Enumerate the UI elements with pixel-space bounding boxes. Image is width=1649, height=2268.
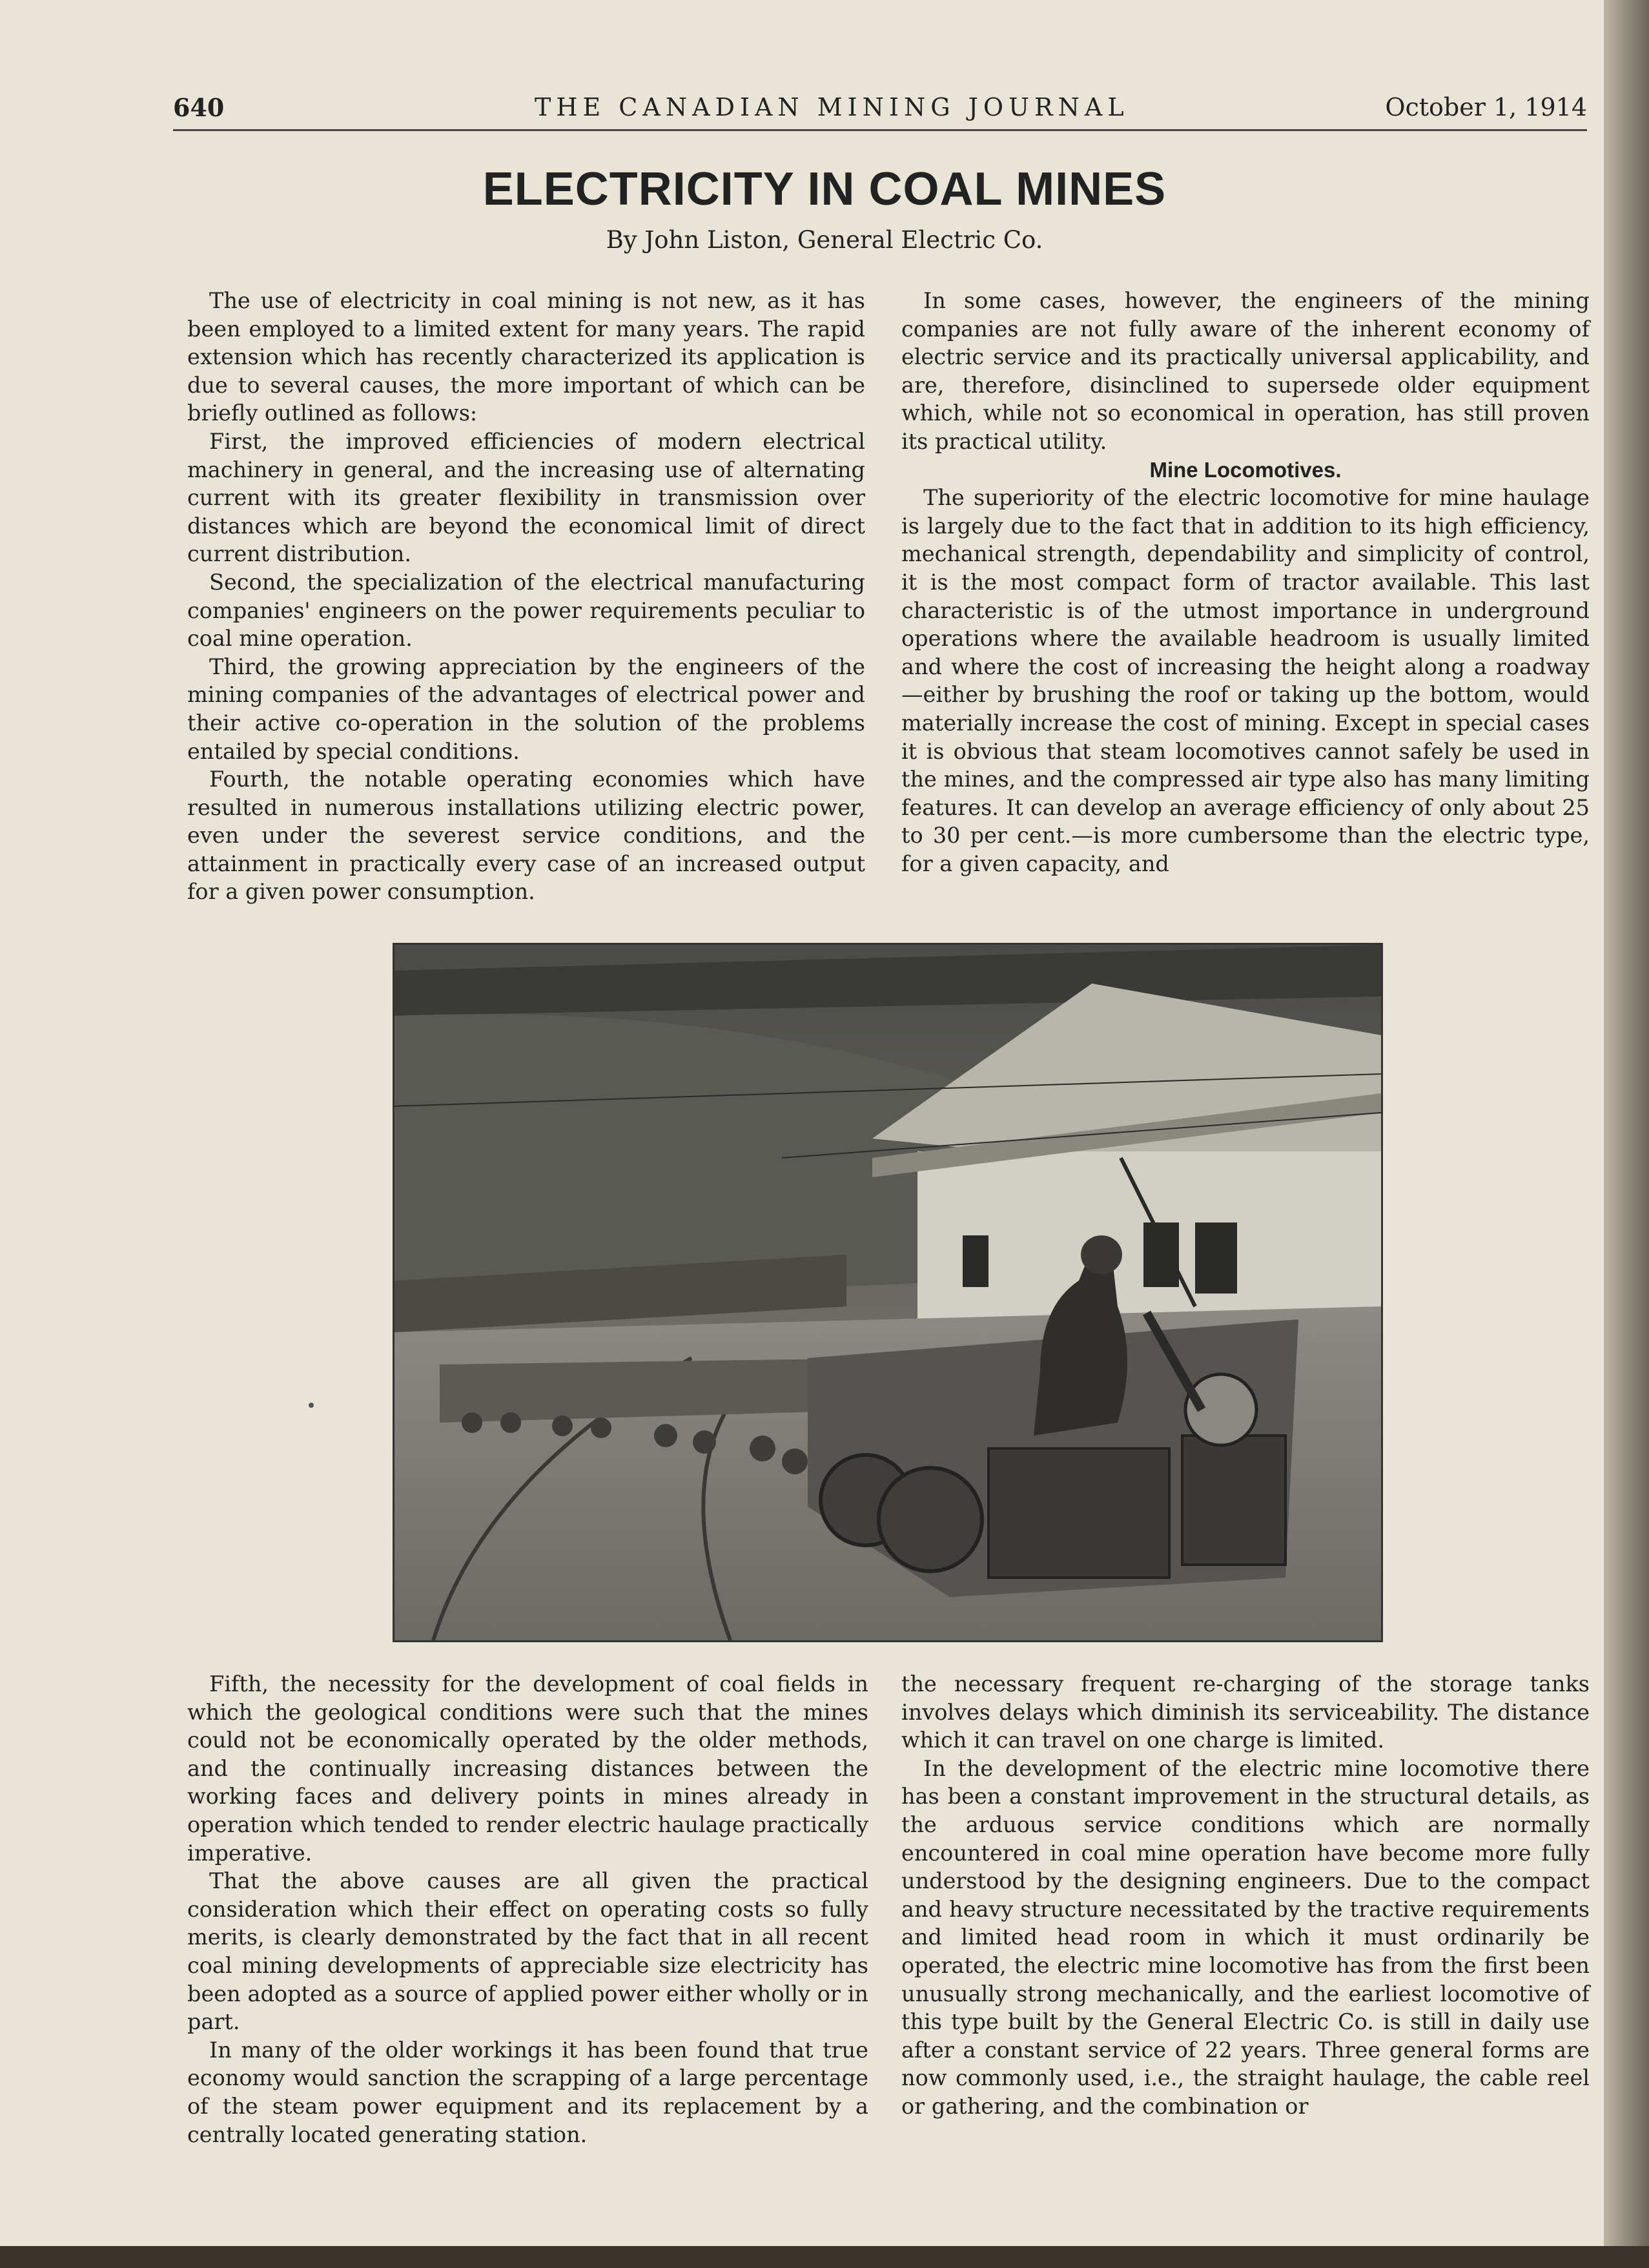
paragraph: That the above causes are all given the practical consideration which their effect on operating costs so fully merits, is clearly demonstrated by the fact that in all recent coal mining developments of appreciable size electricity has been adopted as a source of applied power either wholly or in part. <box>187 1868 868 2035</box>
journal-title: THE CANADIAN MINING JOURNAL <box>535 93 1129 121</box>
article-byline: By John Liston, General Electric Co. <box>606 226 1043 254</box>
column-left-top <box>187 287 865 906</box>
paragraph: In the development of the electric mine locomotive there has been a constant improvement in the structural details, as the arduous service conditions which are normally encountered in coal mine operation have become more fully understood by the designing engineers. Due to the compact and heavy structure necessitated by the tractive requirements and limited head room in which it must ordinarily be operated, the electric mine locomotive has from the first been unusually strong mechanically, and the earliest locomotive of this type built by the General Electric Co. is still in daily use after a constant service of 22 years. Three general forms are now commonly used, i.e., the straight haulage, the cable reel or gathering, and the combination or <box>901 1755 1590 2119</box>
column-right-bottom <box>901 1670 1590 2121</box>
paragraph: the necessary frequent re-charging of the storage tanks involves delays which diminish its serviceability. The distance which it can travel on one charge is limited. <box>901 1671 1590 1753</box>
paragraph: In some cases, however, the engineers of the mining companies are not fully aware of the inherent economy of electric service and its practically universal applicability, and are, therefore, disinclined to supersede older equipment which, while not so economical in operation, has still proven its practical utility. <box>901 288 1590 454</box>
mine-locomotive-photo <box>393 943 1383 1642</box>
issue-date: October 1, 1914 <box>1385 93 1587 121</box>
paragraph: Third, the growing appreciation by the engineers of the mining companies of the advantages of electrical power and their active co-operation in the solution of the problems entailed by special conditions. <box>187 654 865 764</box>
paragraph: First, the improved efficiencies of modern electrical machinery in general, and the increasing use of alternating current with its greater flexibility in transmission over distances which are beyond the economical limit of direct current distribution. <box>187 428 865 567</box>
page-header <box>173 90 1587 131</box>
paragraph: The use of electricity in coal mining is not new, as it has been employed to a limited extent for many years. The rapid extension which has recently characterized its application is due to several causes, the more important of which can be briefly outlined as follows: <box>187 288 865 426</box>
page-number: 640 <box>173 93 225 122</box>
column-right-top <box>901 287 1590 878</box>
page-bottom-edge <box>0 2246 1649 2268</box>
paragraph: Fifth, the necessity for the development of coal fields in which the geological conditions were such that the mines could not be economically operated by the older methods, and the continually increasing distances between the working faces and delivery points in mines already in operation which tended to render electric haulage practically imperative. <box>187 1671 868 1866</box>
paragraph: In many of the older workings it has been found that true economy would sanction the scrapping of a large percentage of the steam power equipment and its replacement by a centrally located generating station. <box>187 2037 868 2147</box>
column-left-bottom <box>187 1670 868 2149</box>
article-title: ELECTRICITY IN COAL MINES <box>482 163 1167 215</box>
paragraph: Fourth, the notable operating economies which have resulted in numerous installations utilizing electric power, even under the severest service conditions, and the attainment in practically every case of an increased output for a given power consumption. <box>187 767 865 905</box>
paragraph: The superiority of the electric locomotive for mine haulage is largely due to the fact that in addition to its high efficiency, mechanical strength, dependability and simplicity of control, it is the most compact form of tractor available. This last characteristic is of the utmost importance in underground operations where the available headroom is usually limited and where the cost of increasing the height along a roadway—either by brushing the roof or taking up the bottom, would materially increase the cost of mining. Except in special cases it is obvious that steam locomotives cannot safely be used in the mines, and the compressed air type also has many limiting features. It can develop an average efficiency of only about 25 to 30 per cent.—is more cumbersome than the electric type, for a given capacity, and <box>901 485 1590 876</box>
paragraph: Second, the specialization of the electrical manufacturing companies' engineers on the power requirements peculiar to coal mine operation. <box>187 569 865 652</box>
page-edge-shadow <box>1604 0 1649 2268</box>
print-speck <box>309 1403 314 1408</box>
section-heading: Mine Locomotives. <box>1149 457 1342 482</box>
